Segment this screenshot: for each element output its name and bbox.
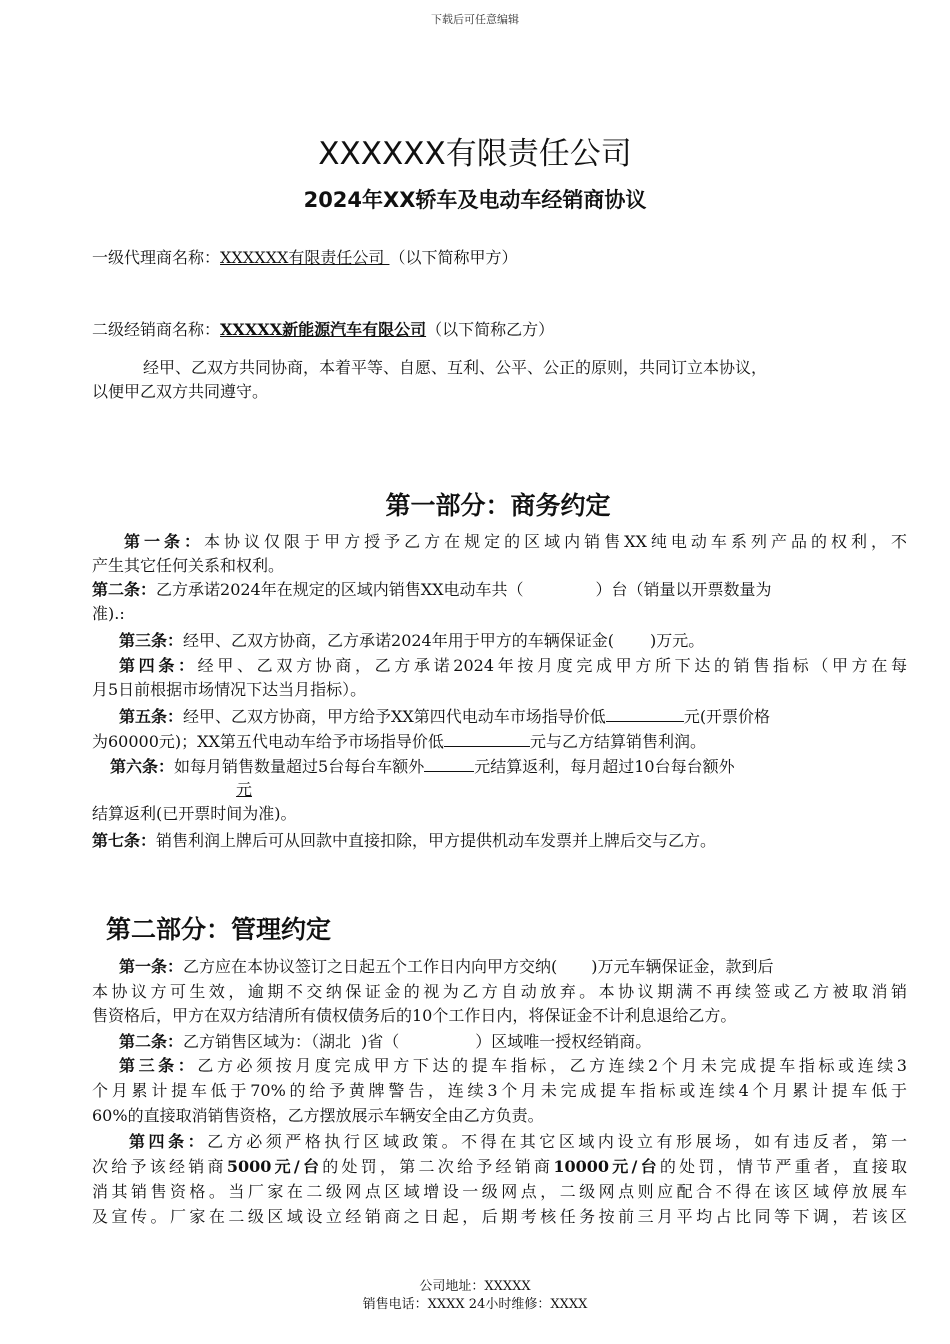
p1-a6-blank[interactable] [424, 755, 474, 772]
p2-article-1-line-1 [119, 955, 934, 979]
p2-article-1-line-2: 本协议方可生效，逾期不交纳保证金的视为乙方自动放弃。本协议期满不再续签或乙方被取消销 [92, 982, 907, 1001]
p2-article-2 [119, 1030, 934, 1054]
p1-article-5-line-2 [92, 730, 907, 754]
p2-article-3-line-3: 60%的直接取消销售资格，乙方摆放展示车辆安全由乙方负责。 [92, 1106, 544, 1125]
p1-article-6-line-1 [110, 755, 925, 779]
p2-a4-line2-b: 的处罚，第二次给予经销商 [322, 1157, 554, 1176]
p2-a4-line2-a: 次给予该经销商 [92, 1157, 227, 1176]
p1-article-4-line-2: 月5日前根据市场情况下达当月指标）。 [92, 680, 367, 699]
p2-article-1-line-3: 售资格后，甲方在双方结清所有债权债务后的10个工作日内，将保证金不计利息退给乙方。 [92, 1006, 737, 1025]
p2-article-4-line-4: 及宣传。厂家在二级区域设立经销商之日起，后期考核任务按前三月平均占比同等下调，若该区 [92, 1207, 907, 1226]
p1-a5-post: 元(开票价格 [683, 707, 771, 726]
header-note: 下载后可任意编辑 [431, 13, 519, 26]
p1-article-2-line-1 [92, 578, 907, 602]
p2-a4-line2-c: 的处罚，情节严重者，直接取 [659, 1157, 907, 1176]
p2-article-4-line-3: 消其销售资格。当厂家在二级网点区域增设一级网点，二级网点则应配合不得在该区域停放展车 [92, 1182, 907, 1201]
footer-address: 公司地址：XXXXX [419, 1279, 531, 1294]
p1-a5-pre: 经甲、乙双方协商，甲方给予XX第四代电动车市场指导价低 [183, 707, 606, 726]
party-b-name: XXXXX新能源汽车有限公司 [220, 320, 427, 339]
p1-article-5-line-1 [119, 705, 934, 729]
p2-a3-label: 第三条： [119, 1056, 198, 1075]
p1-a2-label: 第二条： [92, 580, 157, 599]
p1-article-7 [92, 829, 907, 853]
p1-a5-line2-post: 元与乙方结算销售利润。 [529, 732, 706, 751]
p1-a3-pre: 经甲、乙双方协商，乙方承诺2024年用于甲方的车辆保证金( [183, 631, 614, 650]
p2-a1-label: 第一条： [119, 957, 184, 976]
p1-a1-text: 本协议仅限于甲方授予乙方在规定的区域内销售XX纯电动车系列产品的权利，不 [204, 532, 907, 551]
p1-a5-line2-pre: 为60000元)；XX第五代电动车给予市场指导价低 [92, 732, 444, 751]
p1-a3-post: )万元。 [649, 631, 705, 650]
p1-a7-label: 第七条： [92, 831, 157, 850]
p2-a4-text: 乙方必须严格执行区域政策。不得在其它区域内设立有形展场，如有违反者，第一 [207, 1132, 907, 1151]
party-a-suffix: （以下简称甲方） [389, 248, 518, 267]
p2-article-4-line-2 [92, 1155, 907, 1179]
p1-a5-label: 第五条： [119, 707, 184, 726]
footer-phones: 销售电话：XXXX 24小时维修：XXXX [362, 1297, 588, 1312]
p1-article-1-line-2: 产生其它任何关系和权利。 [92, 556, 285, 575]
party-a-name: XXXXXX有限责任公司 [220, 248, 390, 267]
part1-title: 第一部分：商务约定 [385, 491, 611, 520]
p2-a4-fine-2: 10000元/台 [553, 1157, 660, 1176]
p2-a2-mid: )省（ [361, 1032, 400, 1051]
p2-a4-fine-1: 5000元/台 [226, 1157, 323, 1176]
p1-a2-pre: 乙方承诺2024年在规定的区域内销售XX电动车共（ [156, 580, 524, 599]
p1-article-4-line-1 [119, 654, 907, 678]
p2-a4-label: 第四条： [129, 1132, 208, 1151]
party-a-label: 一级代理商名称： [92, 248, 221, 267]
p1-a5-blank-1[interactable] [606, 705, 684, 722]
p2-a2-post: ）区域唯一授权经销商。 [475, 1032, 652, 1051]
p1-a6-pre: 如每月销售数量超过5台每台车额外 [174, 757, 425, 776]
party-b-suffix: （以下简称乙方） [426, 320, 555, 339]
p1-a1-label: 第一条： [124, 532, 205, 551]
p1-a4-label: 第四条： [119, 656, 198, 675]
p1-a6-post: 元结算返利，每月超过10台每台额外 [474, 757, 735, 776]
p1-article-3 [119, 629, 934, 653]
p1-article-1-line-1 [124, 530, 907, 554]
p1-article-2-line-2: 准).: [92, 604, 125, 623]
preamble-line-2: 以便甲乙双方共同遵守。 [92, 382, 269, 401]
party-a-line [92, 246, 907, 270]
p2-a1-pre: 乙方应在本协议签订之日起五个工作日内向甲方交纳( [183, 957, 558, 976]
p2-a2-label: 第二条： [119, 1032, 184, 1051]
p1-a6-dangling: 元 [236, 780, 253, 799]
p1-a6-label: 第六条： [110, 757, 175, 776]
preamble-line-1: 经甲、乙双方共同协商，本着平等、自愿、互利、公平、公正的原则，共同订立本协议， [143, 358, 768, 377]
party-b-label: 二级经销商名称： [92, 320, 221, 339]
p1-a4-text: 经甲、乙双方协商，乙方承诺2024年按月度完成甲方所下达的销售指标（甲方在每 [197, 656, 907, 675]
p2-a2-pre: 乙方销售区域为：（湖北 [183, 1032, 352, 1051]
p2-article-4-line-1 [129, 1130, 907, 1154]
p1-a5-blank-2[interactable] [444, 730, 530, 747]
party-b-line [92, 318, 907, 342]
p1-article-6-dangling [236, 778, 276, 802]
part2-title: 第二部分：管理约定 [106, 915, 332, 944]
company-title: XXXXXX有限责任公司 [318, 136, 632, 172]
agreement-title: 2024年XX轿车及电动车经销商协议 [303, 188, 647, 212]
p2-a3-text: 乙方必须按月度完成甲方下达的提车指标，乙方连续2个月未完成提车指标或连续3 [197, 1056, 907, 1075]
p2-article-3-line-2: 个月累计提车低于70%的给予黄牌警告，连续3个月未完成提车指标或连续4个月累计提车低于 [92, 1081, 907, 1100]
p1-a2-post: ）台（销量以开票数量为 [595, 580, 772, 599]
p1-a7-text: 销售利润上牌后可从回款中直接扣除，甲方提供机动车发票并上牌后交与乙方。 [156, 831, 717, 850]
p2-a1-post: )万元车辆保证金，款到后 [591, 957, 774, 976]
p1-a3-label: 第三条： [119, 631, 184, 650]
p2-article-3-line-1 [119, 1054, 907, 1078]
p1-article-6-line-3: 结算返利(已开票时间为准)。 [92, 804, 297, 823]
